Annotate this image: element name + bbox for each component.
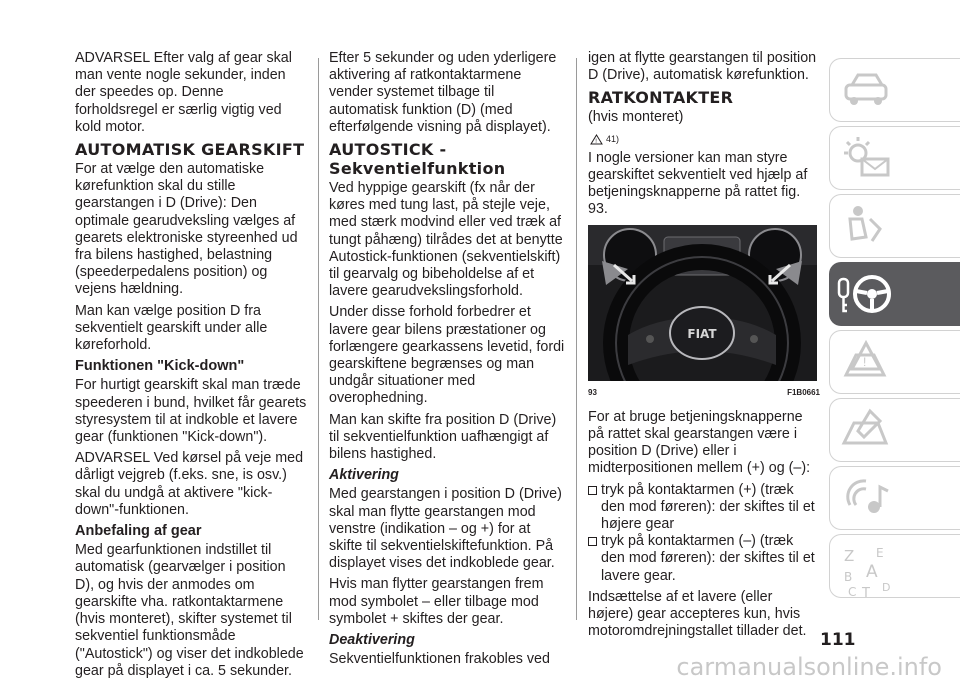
subheading-gear-recommendation: Anbefaling af gear: [75, 523, 202, 540]
index-letter: E: [876, 546, 884, 560]
watermark-text: carmanualsonline.info: [676, 653, 942, 681]
list-item-text: tryk på kontaktarmen (–) (træk den mod føreren): der skiftes til et lavere gear.: [601, 533, 815, 584]
maintenance-icon: [836, 403, 896, 459]
column-3: [588, 50, 820, 644]
paragraph: Hvis man flytter gearstangen frem mod symbolet – eller tilbage mod symbolet + skiftes der gear.: [329, 576, 544, 627]
figure-steering-wheel: [588, 225, 817, 381]
index-letter: Z: [844, 547, 855, 565]
column-divider: [318, 58, 319, 620]
paragraph: Med gearfunktionen indstillet til automatisk (gearvælger i position D), og hvis der anmodes om gearskifte vha. ratkontaktarmene (hvis monteret), skifter systemet til sekventiel funktionsmåde ("Autostick") og viser det indkoblede gear på displayet i ca. 5 sekunder.: [75, 542, 304, 679]
tab-warning-lights[interactable]: [829, 126, 960, 190]
paragraph: (hvis monteret): [588, 109, 684, 126]
checkbox-bullet-icon: [588, 486, 597, 495]
section-heading-automatic: AUTOMATISK GEARSKIFT: [75, 140, 305, 160]
paragraph: For at vælge den automatiske kørefunktion skal du stille gearstangen i D (Drive): Den optimale gearudveksling vælges af gearets elektroniske styreenhed ud fra bilens hastighed, belastning (speederpedalens position) og vejens hældning.: [75, 161, 298, 298]
paragraph: Efter 5 sekunder og uden yderligere aktivering af ratkontaktarmene vender systemet tilbage til automatisk funktion (D) (med efterfølgende visning på displayet).: [329, 50, 557, 135]
tab-car-overview[interactable]: [829, 58, 960, 122]
steering-wheel-illustration: [588, 225, 817, 381]
index-icon: [836, 539, 896, 599]
starting-driving-icon: [836, 267, 896, 323]
warning-lights-icon: [836, 131, 896, 187]
section-heading-autostick: AUTOSTICK - Sekventielfunktion: [329, 140, 506, 179]
tab-maintenance[interactable]: [829, 398, 960, 462]
index-letter: T: [862, 586, 870, 599]
index-letter: B: [844, 570, 853, 584]
car-overview-icon: [836, 63, 896, 119]
index-letter: D: [882, 581, 891, 594]
list-item: [588, 533, 820, 585]
subheading-deactivation: Deaktivering: [329, 632, 415, 649]
warning-paragraph: ADVARSEL Efter valg af gear skal man vente nogle sekunder, inden der speedes op. Denne forholdsregel er særlig vigtig ved kold motor.: [75, 50, 292, 135]
paragraph: Ved hyppige gearskift (fx når der køres med tung last, på stejle veje, med stærk modvind eller ved træk af tungt påhæng) tilrådes det at benytte Autostick-funktionen (sekventielskift) til gearvalg og bibeholdelse af et lavere gearudvekslingsforhold.: [329, 180, 563, 300]
warning-paragraph: ADVARSEL Ved kørsel på veje med dårligt vejgreb (f.eks. sne, is osv.) skal du undgå at aktivere "kick-down"-funktionen.: [75, 450, 304, 518]
figure-caption: [588, 384, 820, 401]
column-2: [329, 50, 565, 673]
paragraph: Sekventielfunktionen frakobles ved: [329, 651, 550, 668]
brand-logo: FIAT: [687, 326, 717, 341]
safety-airbag-icon: [836, 199, 896, 255]
multimedia-icon: [836, 471, 896, 527]
list-item: [588, 482, 820, 534]
paragraph: Man kan vælge position D fra sekventielt gearskift under alle køreforhold.: [75, 302, 268, 354]
list-item-text: tryk på kontaktarmen (+) (træk den mod føreren): der skiftes til et højere gear: [601, 481, 815, 533]
index-letter: A: [866, 562, 878, 582]
tab-starting-driving[interactable]: [829, 262, 960, 326]
paragraph: Man kan skifte fra position D (Drive) til sekventielfunktion uafhængigt af bilens hastighed.: [329, 411, 557, 463]
tab-emergency[interactable]: [829, 330, 960, 394]
column-1: [75, 50, 307, 684]
svg-text:km/h: km/h: [693, 253, 711, 263]
figure-number: 93: [588, 387, 597, 397]
warning-triangle-icon: [590, 134, 603, 145]
note-reference-number: 41): [606, 133, 620, 144]
tab-index[interactable]: [829, 534, 960, 598]
svg-text:!: !: [595, 138, 597, 145]
paragraph: Indsættelse af et lavere (eller højere) gear accepteres kun, hvis motoromdrejningstallet tillader det.: [588, 588, 807, 640]
index-letter: C: [848, 585, 857, 599]
subheading-activation: Aktivering: [329, 467, 399, 484]
checkbox-bullet-icon: [588, 537, 597, 546]
section-heading-steering-controls: RATKONTAKTER: [588, 88, 734, 108]
paragraph: For at bruge betjeningsknapperne på rattet skal gearstangen være i position D (Drive) eller i midterpositionen mellem (+) og (–):: [588, 408, 811, 477]
paragraph: I nogle versioner kan man styre gearskiftet sekventielt ved hjælp af betjeningsknapperne på rattet fig. 93.: [588, 149, 808, 218]
column-divider: [576, 58, 577, 620]
paragraph: For hurtigt gearskift skal man træde speederen i bund, hvilket får gearets styresystem til at indkoble et lavere gear (funktionen "Kick-down").: [75, 377, 307, 446]
note-reference: [590, 131, 820, 148]
paragraph: Under disse forhold forbedrer et lavere gear bilens præstationer og forlængere gearkassens levetid, fordi gearskiftene begrænses og man undgår situationer med overophedning.: [329, 304, 565, 407]
page-number: 111: [820, 630, 856, 650]
emergency-icon: [836, 335, 896, 391]
tab-safety[interactable]: [829, 194, 960, 258]
paragraph: igen at flytte gearstangen til position D (Drive), automatisk kørefunktion.: [588, 50, 817, 84]
paragraph: Med gearstangen i position D (Drive) skal man flytte gearstangen mod venstre (indikation – og +) for at skifte til sekventielskiftefunktion. På displayet vises det indkoblede gear.: [329, 486, 562, 572]
figure-code: F1B0661: [787, 387, 820, 397]
svg-text:!: !: [863, 355, 867, 369]
subheading-kickdown: Funktionen "Kick-down": [75, 358, 245, 375]
tab-multimedia[interactable]: [829, 466, 960, 530]
